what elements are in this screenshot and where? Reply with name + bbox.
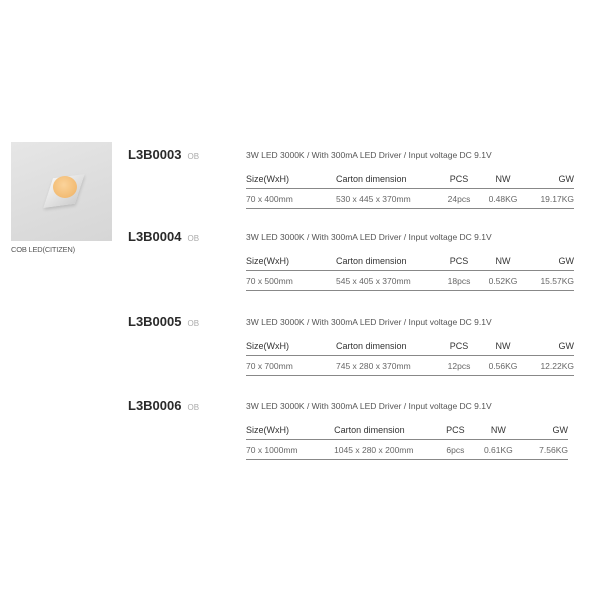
spec-table [246, 339, 574, 376]
header-nw: NW [480, 339, 526, 356]
spec-header-row [246, 254, 574, 271]
cell-carton: 545 x 405 x 370mm [336, 271, 438, 291]
spec-row [246, 356, 574, 376]
cell-carton: 530 x 445 x 370mm [336, 189, 438, 209]
cell-carton: 1045 x 280 x 200mm [334, 440, 435, 460]
product-description: 3W LED 3000K / With 300mA LED Driver / Input voltage DC 9.1V [246, 150, 492, 160]
cell-size: 70 x 1000mm [246, 440, 334, 460]
header-gw: GW [526, 172, 574, 189]
cell-nw: 0.52KG [480, 271, 526, 291]
cell-pcs: 12pcs [438, 356, 480, 376]
header-gw: GW [526, 339, 574, 356]
spec-header-row [246, 339, 574, 356]
cell-gw: 12.22KG [526, 356, 574, 376]
product-description: 3W LED 3000K / With 300mA LED Driver / Input voltage DC 9.1V [246, 401, 492, 411]
spec-header-row [246, 172, 574, 189]
spec-header-row [246, 423, 568, 440]
cell-size: 70 x 400mm [246, 189, 336, 209]
product-model-title [128, 229, 199, 244]
header-carton: Carton dimension [334, 423, 435, 440]
header-carton: Carton dimension [336, 172, 438, 189]
cell-nw: 0.48KG [480, 189, 526, 209]
product-model-title [128, 314, 199, 329]
header-size: Size(WxH) [246, 423, 334, 440]
cell-pcs: 6pcs [435, 440, 476, 460]
cob-led-image [11, 142, 112, 241]
product-model-title [128, 147, 199, 162]
cell-gw: 7.56KG [521, 440, 568, 460]
header-pcs: PCS [438, 172, 480, 189]
header-size: Size(WxH) [246, 339, 336, 356]
header-pcs: PCS [438, 254, 480, 271]
model-code: L3B0006 [128, 398, 182, 413]
header-carton: Carton dimension [336, 254, 438, 271]
cell-size: 70 x 700mm [246, 356, 336, 376]
header-nw: NW [476, 423, 521, 440]
header-nw: NW [480, 172, 526, 189]
header-size: Size(WxH) [246, 254, 336, 271]
product-model-title [128, 398, 199, 413]
header-nw: NW [480, 254, 526, 271]
model-code: L3B0005 [128, 314, 182, 329]
finish-code: OB [187, 403, 200, 412]
cell-gw: 19.17KG [526, 189, 574, 209]
cell-gw: 15.57KG [526, 271, 574, 291]
led-emitter-icon [53, 176, 77, 198]
cell-nw: 0.56KG [480, 356, 526, 376]
header-gw: GW [526, 254, 574, 271]
cell-size: 70 x 500mm [246, 271, 336, 291]
header-size: Size(WxH) [246, 172, 336, 189]
spec-table [246, 423, 568, 460]
finish-code: OB [187, 234, 200, 243]
cell-pcs: 18pcs [438, 271, 480, 291]
spec-row [246, 440, 568, 460]
cell-pcs: 24pcs [438, 189, 480, 209]
finish-code: OB [187, 319, 200, 328]
header-pcs: PCS [435, 423, 476, 440]
header-gw: GW [521, 423, 568, 440]
image-caption: COB LED(CITIZEN) [11, 245, 75, 254]
finish-code: OB [187, 152, 200, 161]
header-carton: Carton dimension [336, 339, 438, 356]
header-pcs: PCS [438, 339, 480, 356]
product-description: 3W LED 3000K / With 300mA LED Driver / Input voltage DC 9.1V [246, 232, 492, 242]
product-description: 3W LED 3000K / With 300mA LED Driver / Input voltage DC 9.1V [246, 317, 492, 327]
model-code: L3B0004 [128, 229, 182, 244]
model-code: L3B0003 [128, 147, 182, 162]
cell-nw: 0.61KG [476, 440, 521, 460]
spec-table [246, 254, 574, 291]
spec-row [246, 271, 574, 291]
spec-row [246, 189, 574, 209]
cell-carton: 745 x 280 x 370mm [336, 356, 438, 376]
spec-table [246, 172, 574, 209]
